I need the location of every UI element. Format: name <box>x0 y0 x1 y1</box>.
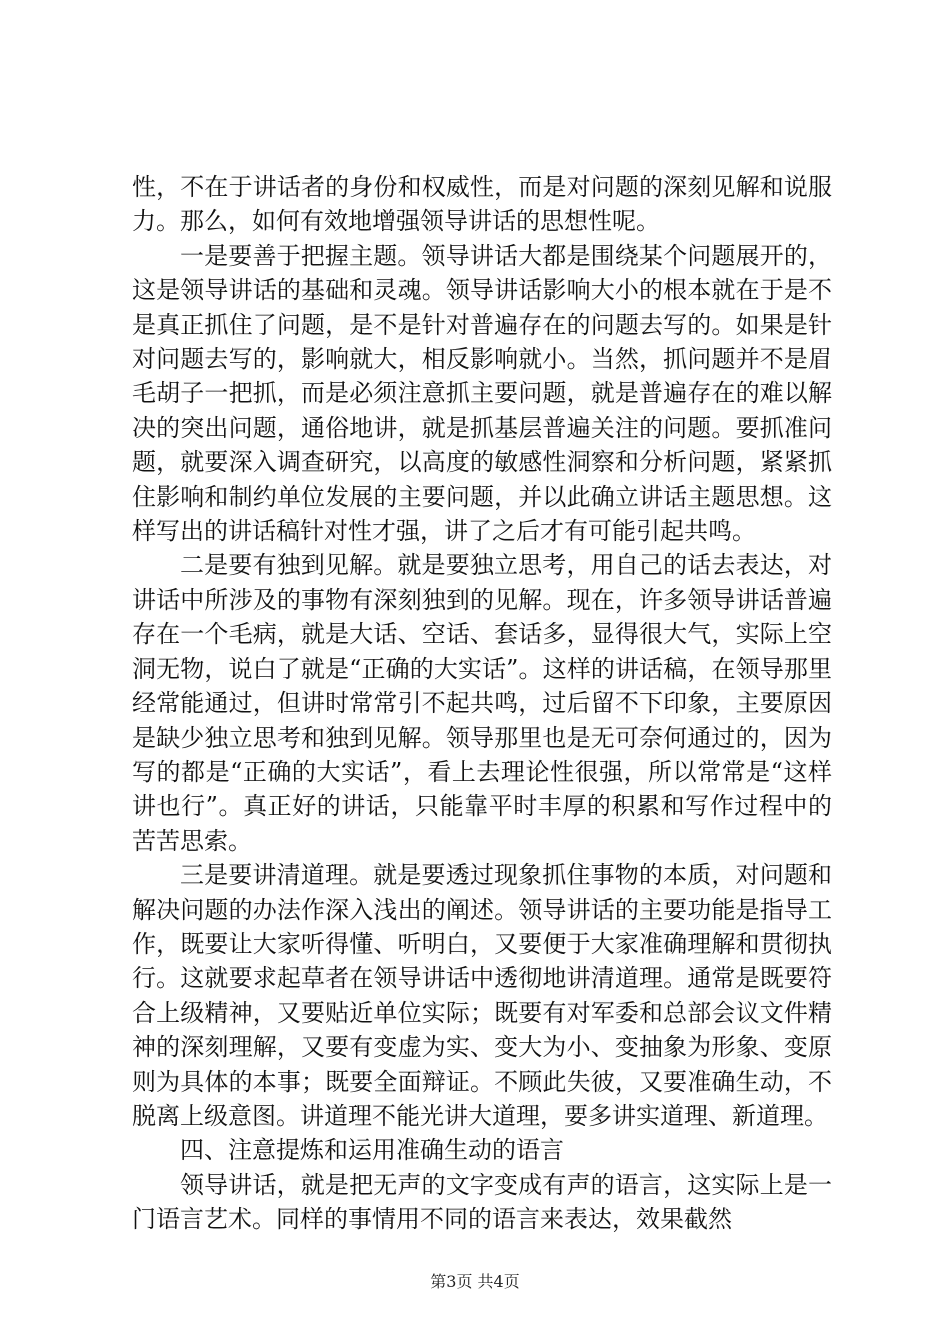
paragraph-3: 二是要有独到见解。就是要独立思考，用自己的话去表达，对讲话中所涉及的事物有深刻独到的见解。现在，许多领导讲话普遍存在一个毛病，就是大话、空话、套话多，显得很大气，实际上空洞无物，说白了就是“正确的大实话”。这样的讲话稿，在领导那里经常能通过，但讲时常常引不起共鸣，过后留不下印象，主要原因是缺少独立思考和独到见解。领导那里也是无可奈何通过的，因为写的都是“正确的大实话”，看上去理论性很强，所以常常是“这样讲也行”。真正好的讲话，只能靠平时丰厚的积累和写作过程中的苦苦思索。 <box>132 551 832 855</box>
page-number-footer: 第3页 共4页 <box>430 1272 520 1291</box>
paragraph-4: 三是要讲清道理。就是要透过现象抓住事物的本质，对问题和解决问题的办法作深入浅出的阐述。领导讲话的主要功能是指导工作，既要让大家听得懂、听明白，又要便于大家准确理解和贯彻执行。这就要求起草者在领导讲话中透彻地讲清道理。通常是既要符合上级精神，又要贴近单位实际；既要有对军委和总部会议文件精神的深刻理解，又要有变虚为实、变大为小、变抽象为形象、变原则为具体的本事；既要全面辩证。不顾此失彼，又要准确生动，不脱离上级意图。讲道理不能光讲大道理，要多讲实道理、新道理。 <box>132 861 832 1130</box>
paragraph-5: 领导讲话，就是把无声的文字变成有声的语言，这实际上是一门语言艺术。同样的事情用不同的语言来表达，效果截然 <box>132 1170 832 1234</box>
paragraph-2: 一是要善于把握主题。领导讲话大都是围绕某个问题展开的，这是领导讲话的基础和灵魂。领导讲话影响大小的根本就在于是不是真正抓住了问题，是不是针对普遍存在的问题去写的。如果是针对问题去写的，影响就大，相反影响就小。当然，抓问题并不是眉毛胡子一把抓，而是必须注意抓主要问题，就是普遍存在的难以解决的突出问题，通俗地讲，就是抓基层普遍关注的问题。要抓准问题，就要深入调查研究，以高度的敏感性洞察和分析问题，紧紧抓住影响和制约单位发展的主要问题，并以此确立讲话主题思想。这样写出的讲话稿针对性才强，讲了之后才有可能引起共鸣。 <box>132 241 832 546</box>
document-body <box>132 170 832 1237</box>
section-heading: 四、注意提炼和运用准确生动的语言 <box>180 1136 564 1165</box>
paragraph-1: 性，不在于讲话者的身份和权威性，而是对问题的深刻见解和说服力。那么，如何有效地增强领导讲话的思想性呢。 <box>132 173 832 236</box>
